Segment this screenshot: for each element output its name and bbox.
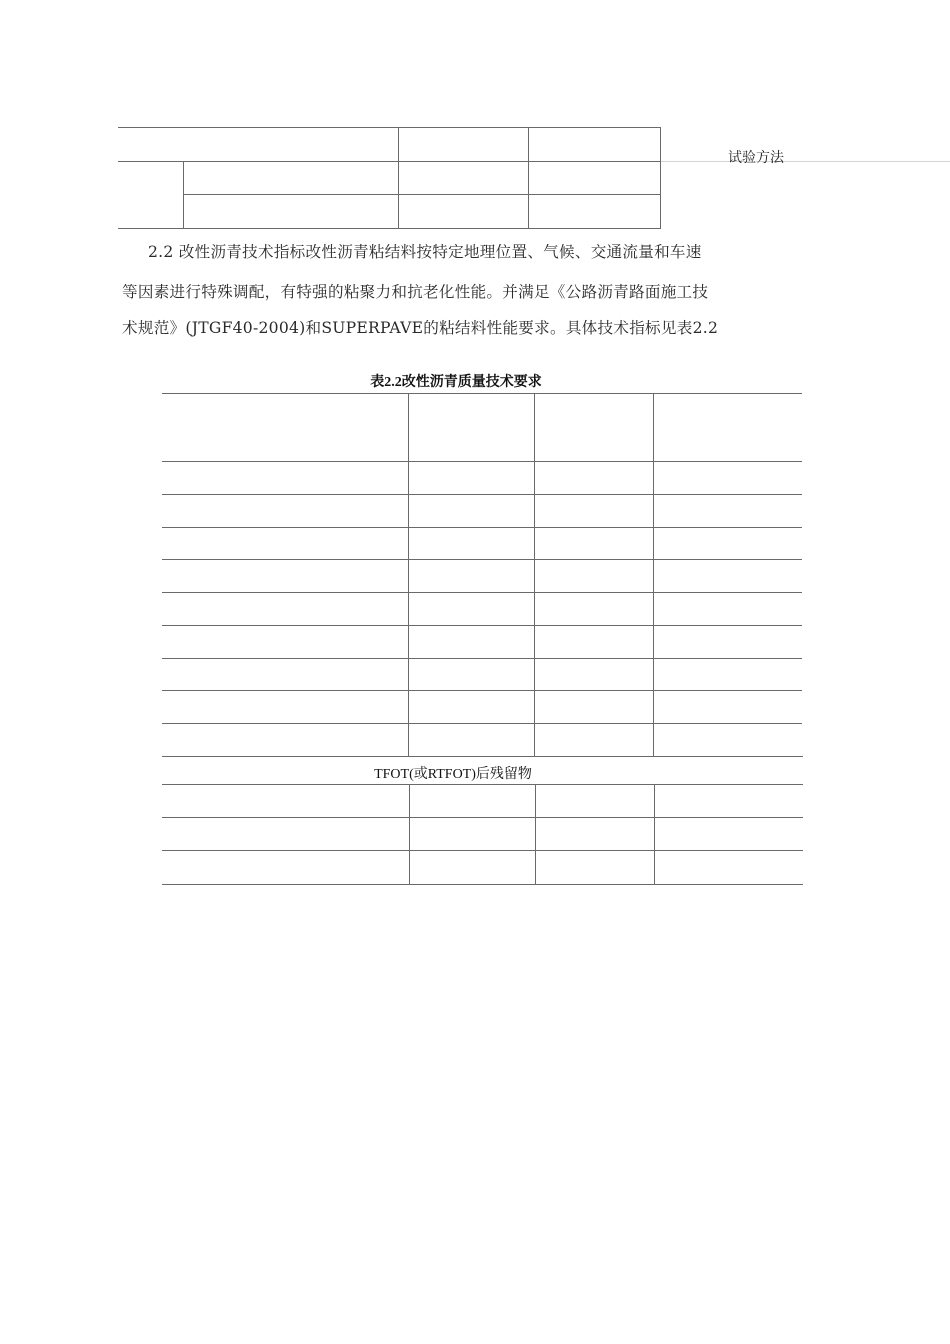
table-caption: 表2.2改性沥青质量技术要求 xyxy=(370,375,542,390)
table-rule xyxy=(162,658,802,659)
table-rule xyxy=(162,723,802,724)
table-rule xyxy=(162,690,802,691)
table-rule xyxy=(162,393,802,394)
table-rule xyxy=(162,494,802,495)
test-method-label: 试验方法 xyxy=(728,149,784,165)
top-table-rule-extension xyxy=(661,161,950,162)
table-rule xyxy=(162,850,803,851)
paragraph-line-3: 术规范》(JTGF40-2004)和SUPERPAVE的粘结料性能要求。具体技术指标见表2.2 xyxy=(122,319,719,337)
paragraph-line-1: 2.2 改性沥青技术指标改性沥青粘结料按特定地理位置、气候、交通流量和车速 xyxy=(148,243,702,261)
top-table-divider xyxy=(398,127,399,228)
table-rule xyxy=(162,592,802,593)
table-rule xyxy=(162,461,802,462)
top-table-divider xyxy=(660,127,661,228)
top-table-rule xyxy=(183,194,661,195)
paragraph-line-2: 等因素进行特殊调配，有特强的粘聚力和抗老化性能。并满足《公路沥青路面施工技 xyxy=(122,283,709,301)
top-table-rule xyxy=(118,161,661,162)
table-divider xyxy=(654,784,655,884)
table-rule xyxy=(162,625,802,626)
table-rule xyxy=(162,817,803,818)
top-table-divider xyxy=(183,161,184,228)
top-table-divider xyxy=(528,127,529,228)
table-rule xyxy=(162,884,803,885)
table-divider xyxy=(409,784,410,884)
table-divider xyxy=(408,393,409,756)
table-divider xyxy=(653,393,654,756)
table-rule xyxy=(162,784,803,785)
top-table-rule xyxy=(118,228,661,229)
top-table-rule xyxy=(118,127,661,128)
table-rule xyxy=(162,527,802,528)
table-divider xyxy=(535,784,536,884)
table-divider xyxy=(534,393,535,756)
table-rule xyxy=(162,756,803,757)
table-rule xyxy=(162,559,802,560)
residue-subheader: TFOT(或RTFOT)后残留物 xyxy=(374,767,532,782)
